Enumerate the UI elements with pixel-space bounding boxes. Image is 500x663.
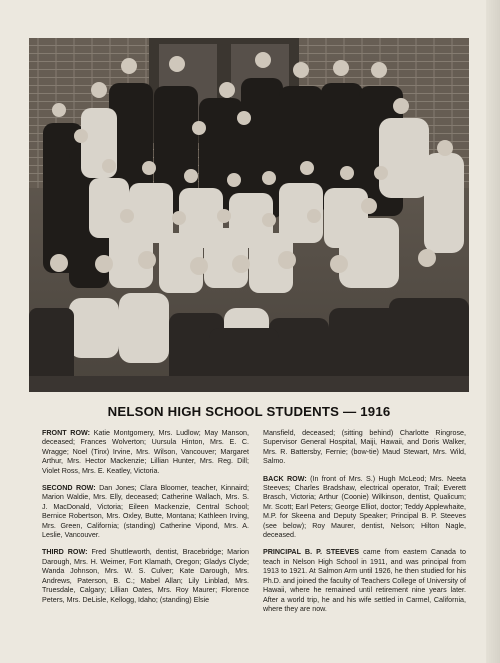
page-title: NELSON HIGH SCHOOL STUDENTS — 1916 — [107, 404, 391, 419]
back-row-lead: BACK ROW: — [263, 474, 307, 483]
principal-lead: PRINCIPAL B. P. STEEVES — [263, 548, 359, 557]
caption-third-row-continued — [263, 429, 466, 467]
back-row-text: (In front of Mrs. S.) Hugh McLeod; Mrs. Neeta Steeves; Charles Bradshaw, electrical operator, Trail; Everett Brasch, Victoria; Arthur (Coonie) Wilkinson, dentist, Qualicum; Mr. Scott; Earl Peters; George Elliot, doctor; Teddy Applewhaite, M.P. for Skeena and Deputy Speaker; Principal B. P. Steeves (see below); Roy Maurer, dentist, Nelson; Hilton Nagle, deceased. — [263, 474, 466, 540]
front-row-lead: FRONT ROW: — [42, 429, 90, 437]
page-edge — [486, 0, 500, 663]
third-row-continued-text: Mansfield, deceased; (sitting behind) Charlotte Ringrose, Supervisor General Hospital, Maiji, Hawaii, and Doris Walker, Mrs. R. Battersby, Fernie; (bow-tie) Maud Stewart, Mrs. Wild, Salmo. — [263, 429, 466, 466]
right-caption-column — [263, 429, 466, 622]
left-caption-column — [42, 429, 249, 613]
second-row-text: Dan Jones; Clara Bloomer, teacher, Kinnaird; Marion Waldie, Mrs. Elly, deceased; Catherine Wallach, Mrs. S. J. MacDonald, Victoria; Eileen Mackenzie, Central School; Bernice Robertson, Mrs. Oxley, Butte, Montana; Kathleen Irving, Mrs. Green, California; (standing) Catherine Vipond, Mrs. A. Leslie, Vancouver. — [42, 484, 250, 540]
caption-third-row — [42, 548, 249, 604]
caption-front-row — [42, 429, 249, 476]
caption-back-row — [263, 475, 466, 541]
second-row-lead: SECOND ROW: — [42, 484, 96, 493]
caption-second-row — [42, 484, 249, 540]
caption-principal — [263, 548, 466, 614]
principal-text: came from eastern Canada to teach in Nelson High School in 1911, and was principal from 1913 to 1921. At Salmon Arm until 1926, he then studied for his Ph.D. and joined the faculty of Teachers College of University of Hawaii, where he remained until retirement nine years later. After a world trip, he and his wife settled in Carmel, California, where they are now. — [263, 548, 466, 613]
front-row-text: Katie Montgomery, Mrs. Ludlow; May Manson, deceased; Frances Wolverton; Uursula Hinton, Mrs. E. C. Wragge; Noel (Tinx) Irvine, Mrs. Wilson, Vancouver; Margaret Arthur, Mrs. Hector Mackenzie; Lillian Hunter, Mrs. Reg. Dill; Violet Ross, Mrs. E. Keatley, Victoria. — [42, 429, 249, 475]
group-photo-icon — [29, 38, 469, 392]
third-row-text: Fred Shuttleworth, dentist, Bracebridge; Marion Darough, Mrs. H. Weimer, Fort Klamath, Oregon; Gladys Clyde; Wanda Johnson, Mrs. W. S. Culver; Kate Darough, Mrs. Andrews, Paterson, B. C.; Mabel Allan; Lily Linblad, Mrs. Truesdale, Calgary; Lillian Oates, Mrs. Roy Maurer; Florence Peters, Mrs. DeLisle, Kellogg, Idaho; (standing) Elsie — [42, 548, 249, 604]
third-row-lead: THIRD ROW: — [42, 548, 88, 557]
group-photo — [29, 38, 469, 392]
